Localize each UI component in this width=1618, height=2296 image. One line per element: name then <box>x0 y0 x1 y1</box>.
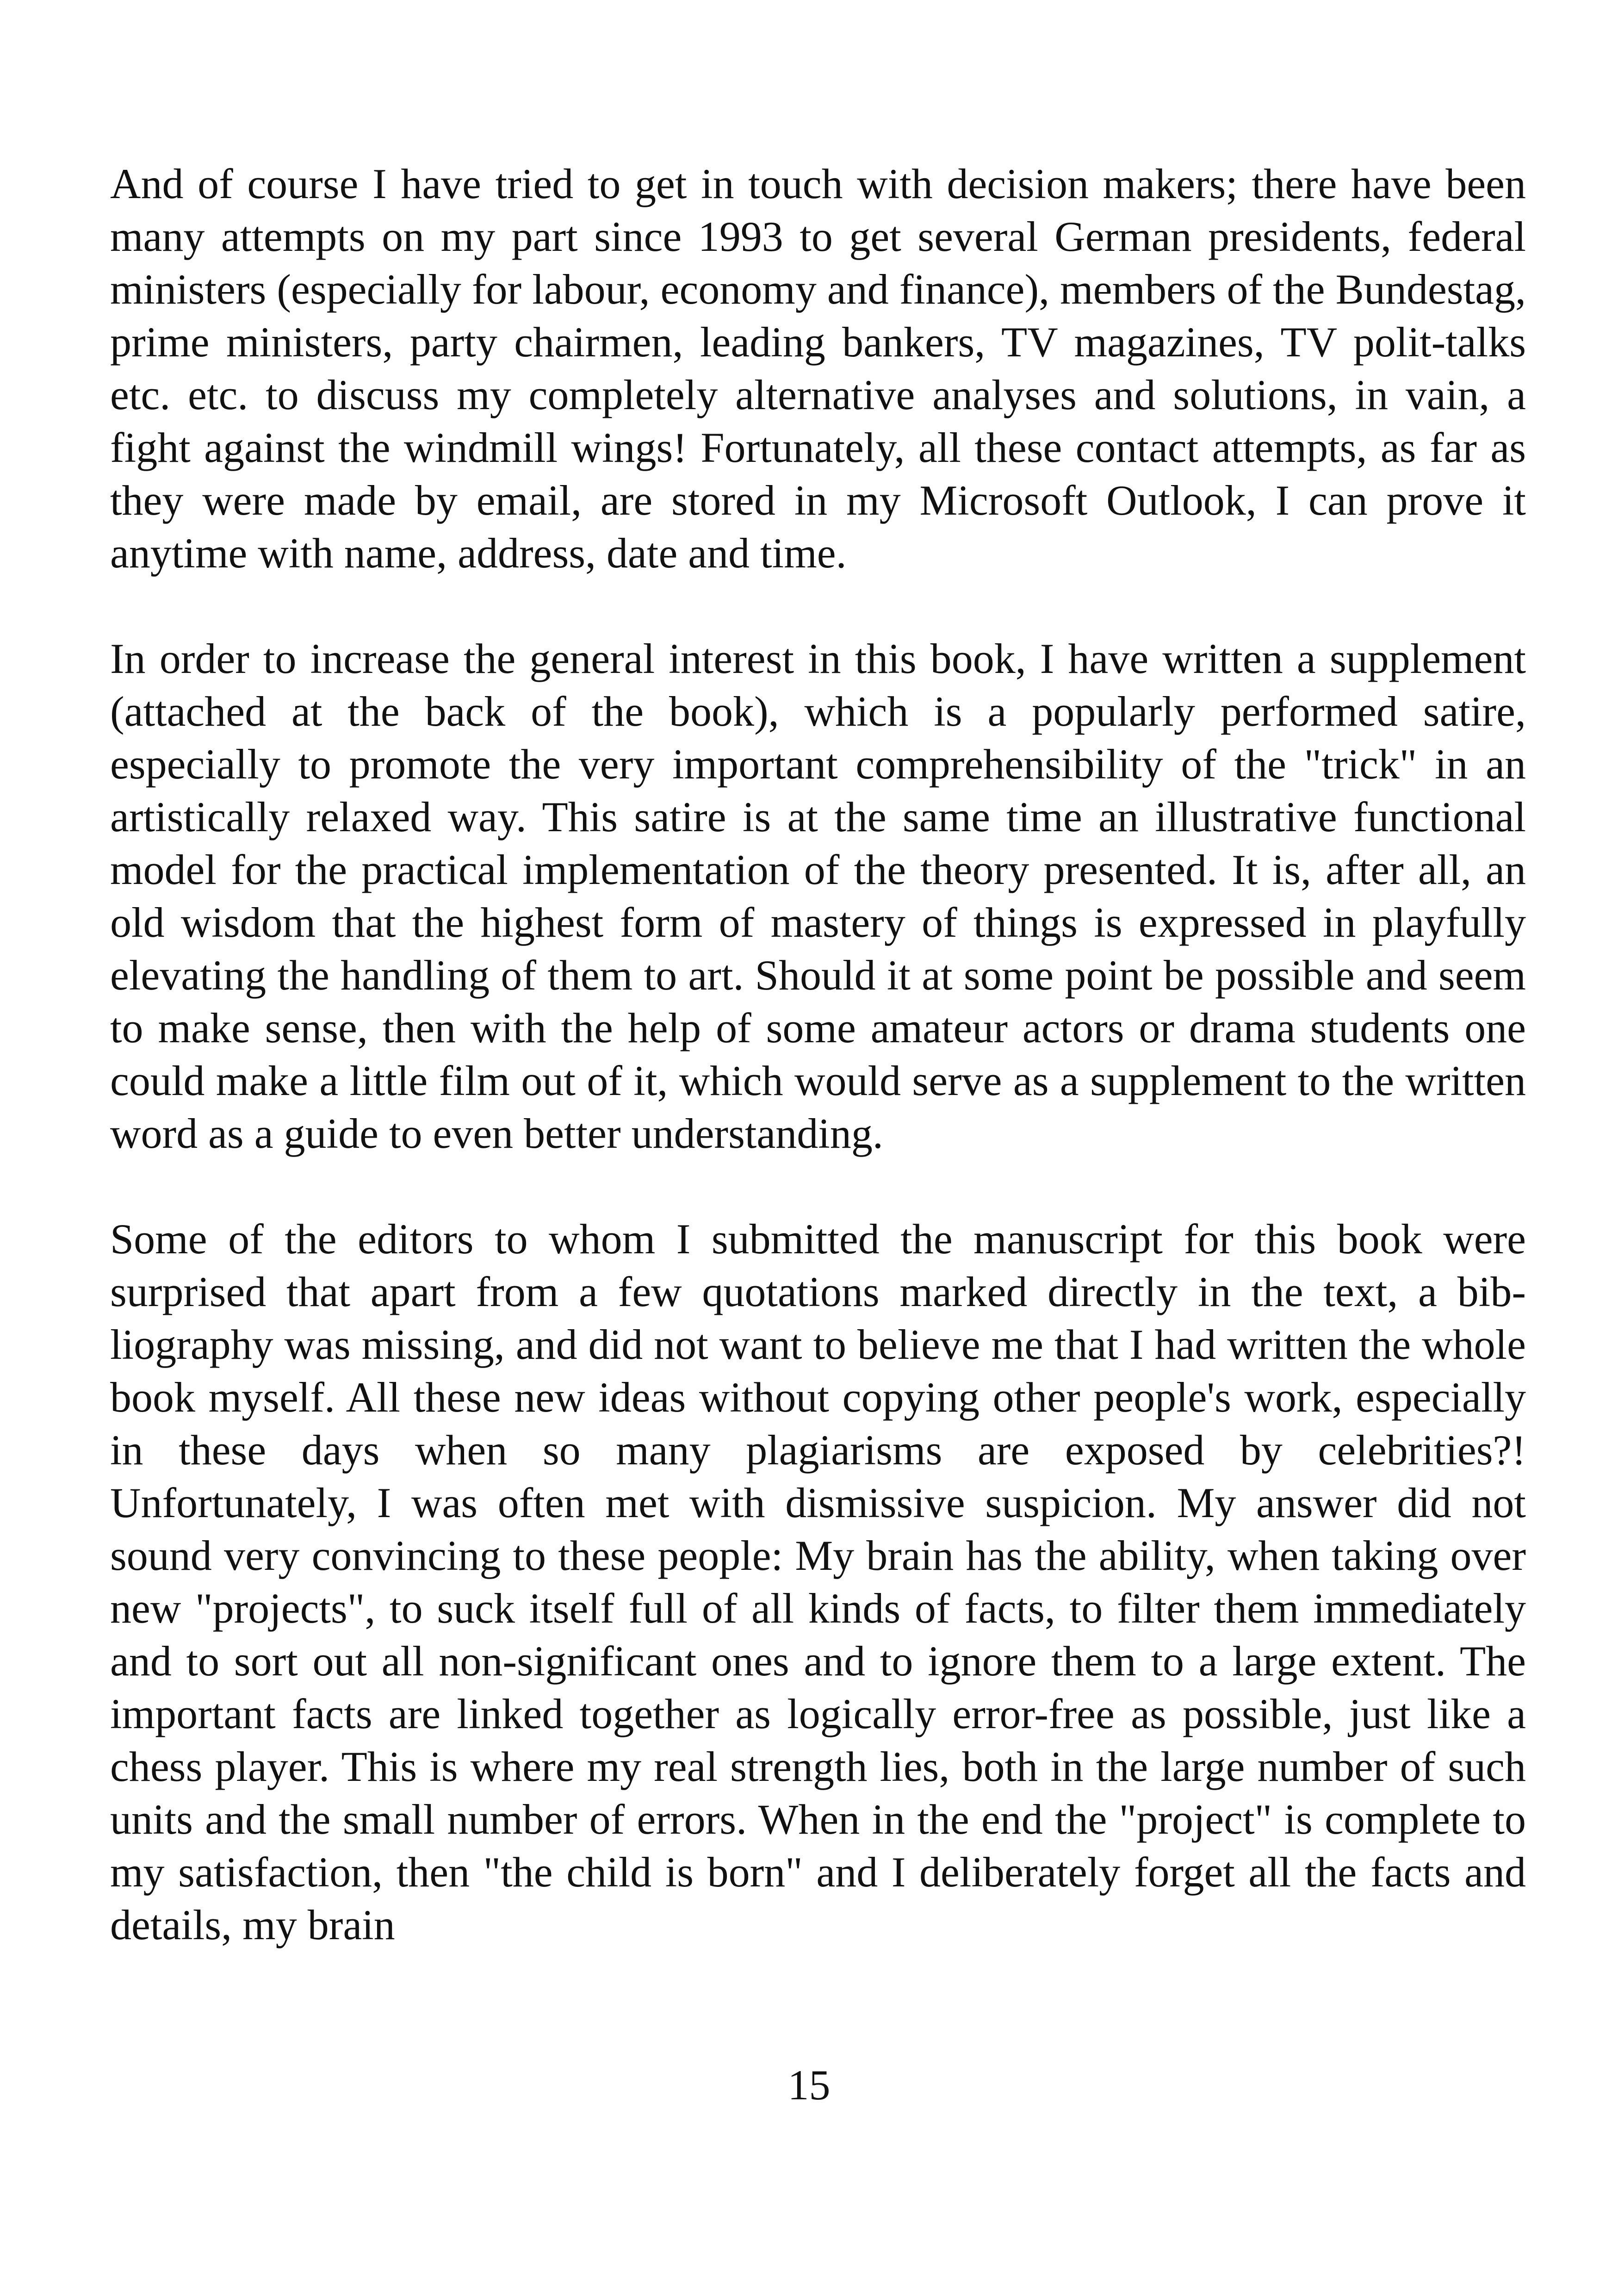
page-number: 15 <box>787 2061 831 2109</box>
paragraph-3: Some of the editors to whom I submitted the manuscript for this book were surprised that apart from a few quotations marked directly in the text, a bibliography was missing, and did not want to believe me that I had written the whole book myself. All these new ideas without copying other people's work, especially in these days when so many plagiarisms are exposed by celebrities?! Unfortunately, I was often met with dismissive suspicion. My answer did not sound very convincing to these people: My brain has the ability, when taking over new "projects", to suck itself full of all kinds of facts, to filter them immediately and to sort out all non-significant ones and to ignore them to a large extent. The important facts are linked together as logically error-free as possible, just like a chess player. This is where my real strength lies, both in the large number of such units and the small number of errors. When in the end the "project" is complete to my satisfaction, then "the child is born" and I deliberately forget all the facts and details, my brain <box>110 1215 1526 1948</box>
paragraph-1: And of course I have tried to get in touch with decision makers; there have been many attempts on my part since 1993 to get several German presidents, federal ministers (especially for labour, economy and finance), members of the Bundestag, prime ministers, party chairmen, leading bankers, TV magazines, TV polit-talks etc. etc. to discuss my completely alternative analyses and solutions, in vain, a fight against the windmill wings! Fortunately, all these contact attempts, as far as they were made by email, are stored in my Microsoft Outlook, I can prove it anytime with name, address, date and time. <box>110 160 1526 577</box>
paragraph-2: In order to increase the general interest in this book, I have written a supplement (attached at the back of the book), which is a popularly performed satire, especially to promote the very important comprehensibility of the "trick" in an artistically relaxed way. This satire is at the same time an illustrative functional model for the practical implementation of the theory presented. It is, after all, an old wisdom that the highest form of mastery of things is expressed in playfully elevating the handling of them to art. Should it at some point be possible and seem to make sense, then with the help of some amateur actors or drama students one could make a little film out of it, which would serve as a supplement to the written word as a guide to even better understanding. <box>110 635 1526 1157</box>
body-text <box>110 157 1526 2004</box>
